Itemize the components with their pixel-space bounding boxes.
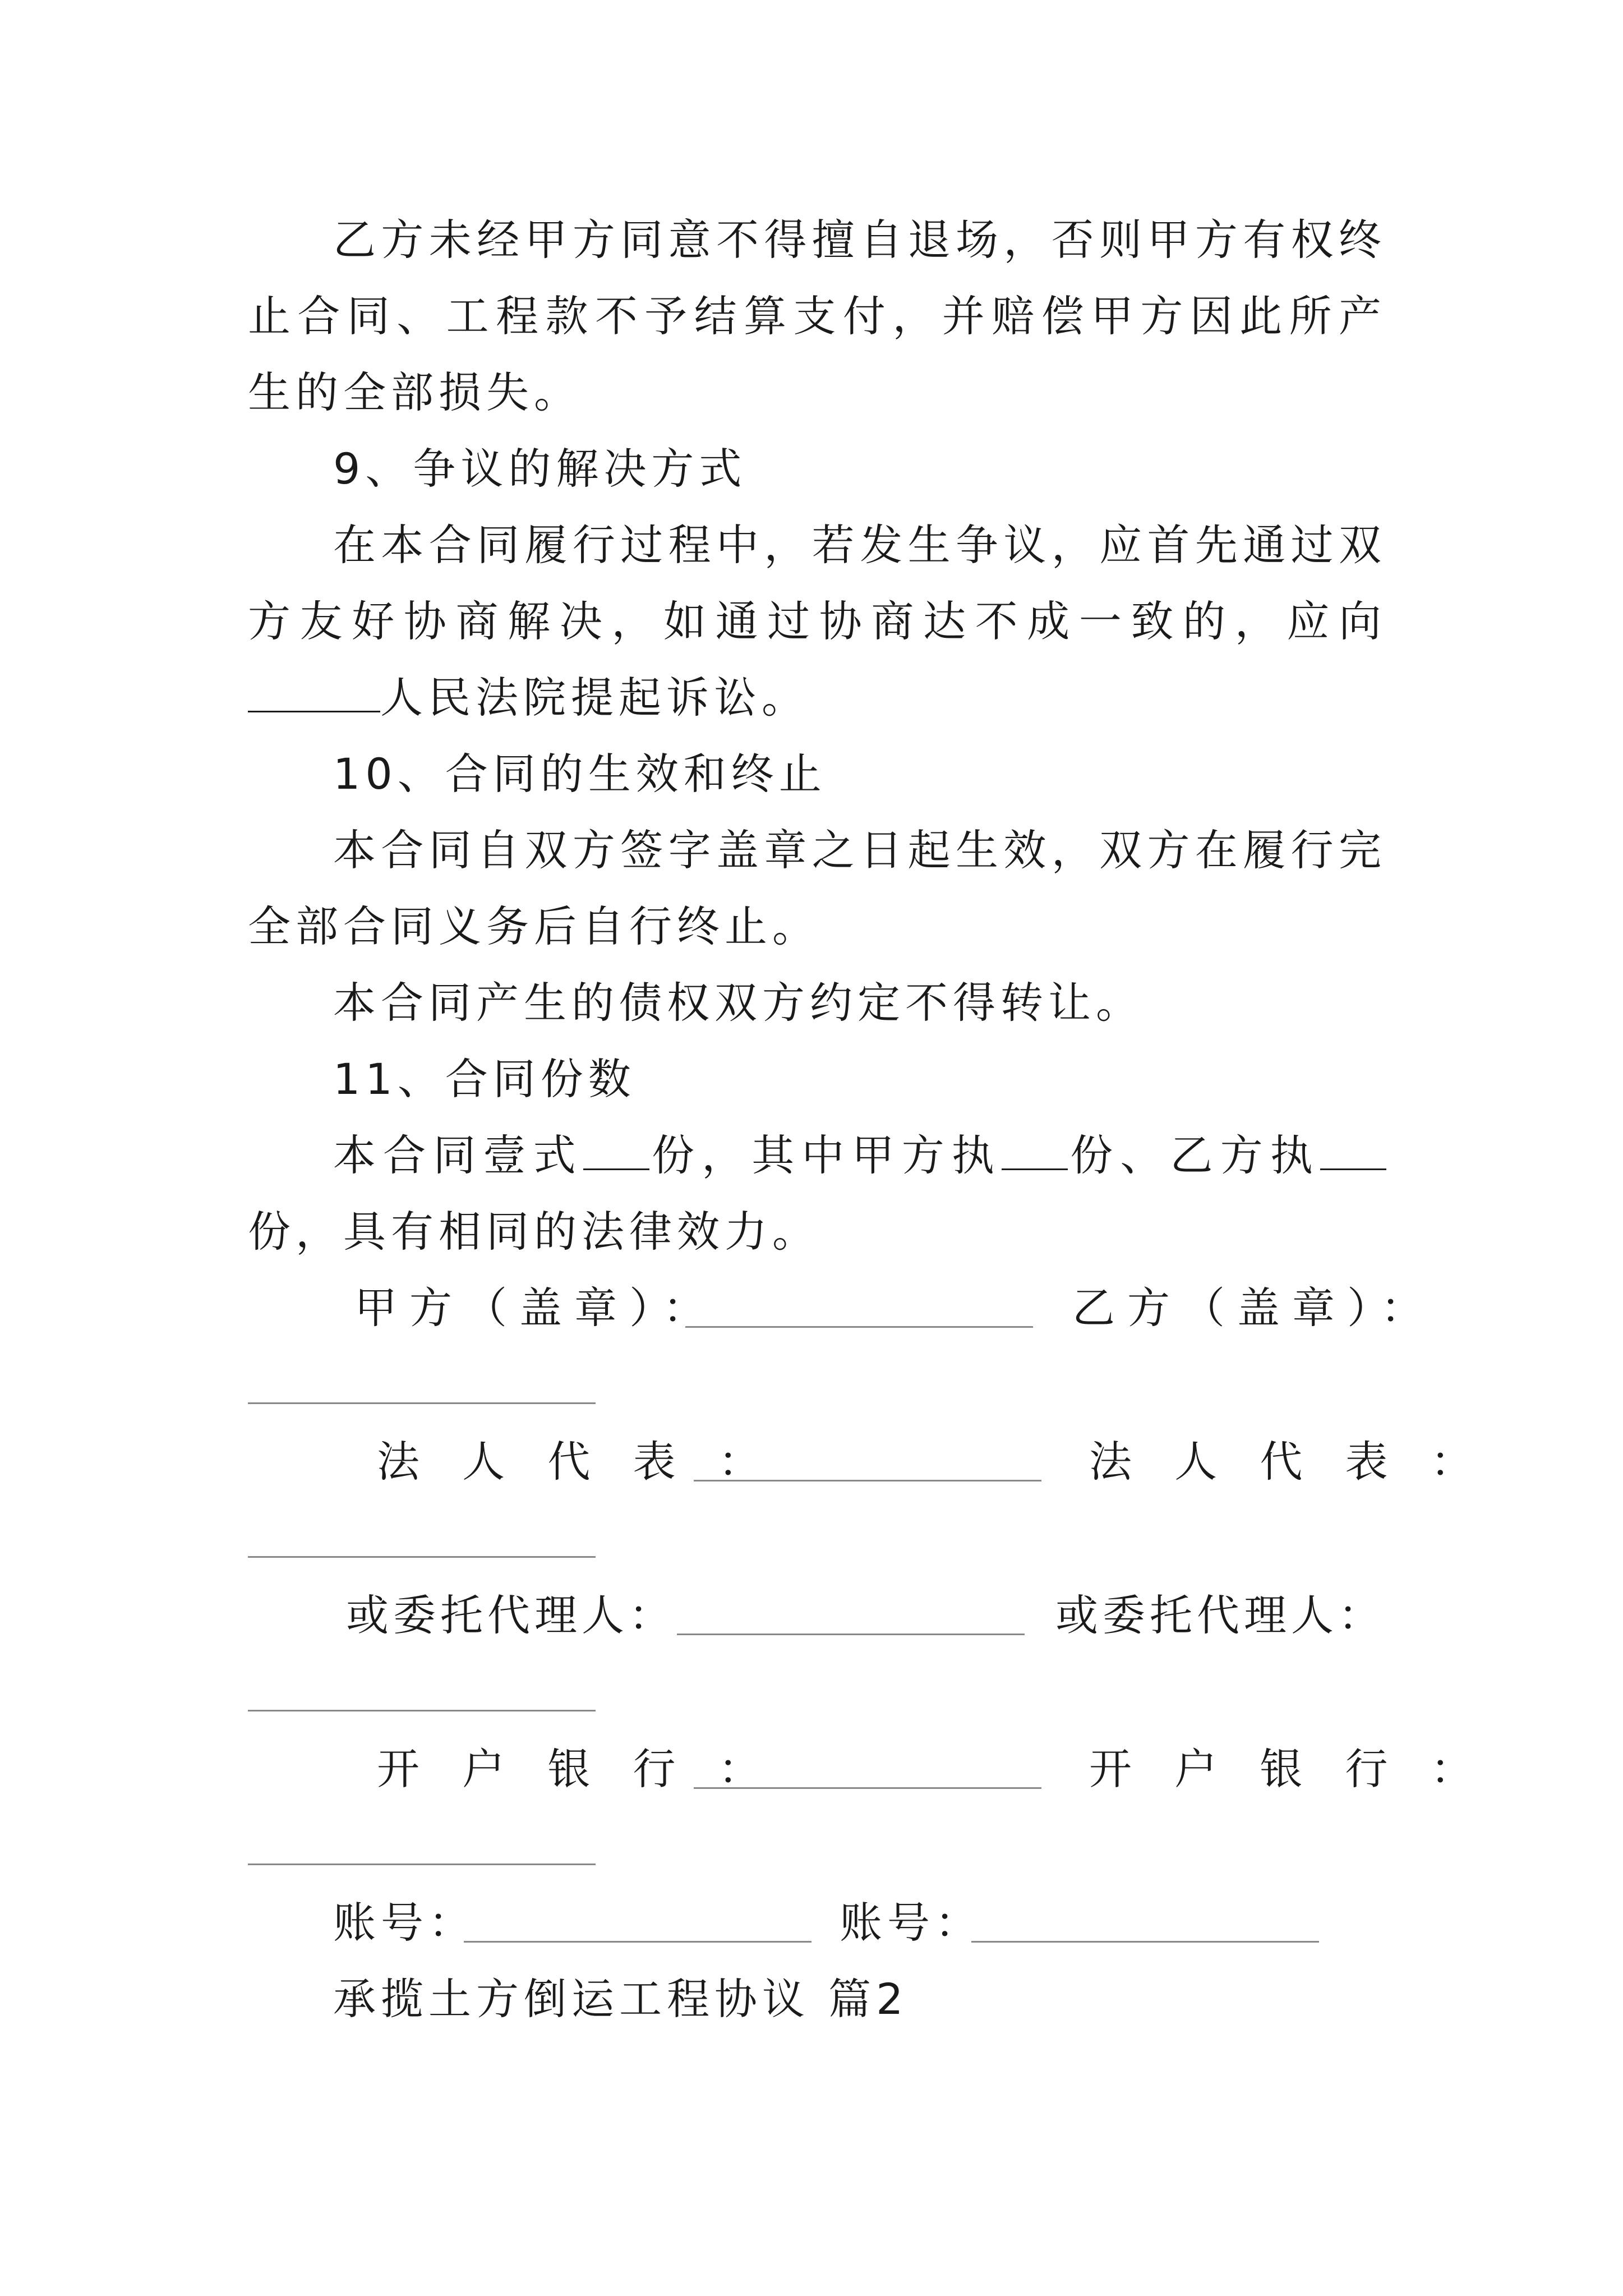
party-a-bank-label: 开 户 银 行 ： [377,1744,776,1794]
party-a-representative-line [694,1480,1041,1481]
party-b-seal-line [248,1402,596,1404]
clause-9-heading: 9、争议的解决方式 [333,444,747,494]
account-row [248,1885,1386,1961]
party-a-bank-line [694,1787,1041,1789]
party-b-representative-label: 法 人 代 表 ： [1089,1437,1488,1487]
party-a-seal-label: 甲方（盖章）： [354,1283,718,1333]
party-b-bank-line [248,1864,596,1865]
party-a-account-label: 账号： [333,1898,476,1948]
copies-text-4: 份，具有相同的法律效力。 [248,1207,820,1257]
total-copies-blank [583,1135,649,1170]
party-b-agent-line [248,1710,596,1711]
copies-text-1: 本合同壹式 [333,1130,583,1180]
signature-row-bank [248,1731,1488,1885]
party-b-representative-line [248,1556,596,1558]
signature-row-representative [248,1424,1488,1577]
clause-9-text [248,507,1386,736]
party-a-account-line [464,1941,811,1943]
party-a-seal-line [685,1326,1033,1328]
party-b-account-line [971,1941,1319,1943]
copies-text-2: 份，其中甲方执 [649,1130,1002,1180]
party-b-bank-label: 开 户 银 行 ： [1089,1744,1488,1794]
clause-9-text-part1: 在本合同履行过程中，若发生争议，应首先通过双方友好协商解决，如通过协商达不成一致的，应向 [248,520,1386,646]
party-a-agent-label: 或委托代理人： [346,1590,676,1640]
party-b-account-label: 账号： [840,1898,983,1948]
court-name-blank [248,677,380,712]
party-b-agent-label: 或委托代理人： [1055,1590,1385,1640]
clause-10-heading: 10、合同的生效和终止 [333,749,827,799]
party-a-copies-blank [1002,1135,1068,1170]
signature-row-agent [248,1577,1386,1731]
clause-10-text-1: 本合同自双方签字盖章之日起生效，双方在履行完全部合同义务后自行终止。 [248,825,1386,951]
signature-row-seal [248,1270,1436,1424]
party-b-copies-blank [1320,1135,1386,1170]
clause-11-heading: 11、合同份数 [333,1054,636,1104]
party-b-seal-label: 乙方（盖章）： [1072,1283,1436,1333]
clause-9-text-part2: 人民法院提起诉讼。 [380,673,809,723]
next-section-title: 承揽土方倒运工程协议 篇2 [333,1974,909,2024]
party-a-representative-label: 法 人 代 表 ： [377,1437,776,1487]
clause-11-text [248,1117,1386,1270]
document-body [248,202,1488,2037]
clause-8-text: 乙方未经甲方同意不得擅自退场，否则甲方有权终止合同、工程款不予结算支付，并赔偿甲方因此所产生的全部损失。 [248,215,1386,417]
copies-text-3: 份、乙方执 [1068,1130,1321,1180]
clause-10-text-2: 本合同产生的债权双方约定不得转让。 [333,978,1144,1028]
party-a-agent-line [677,1634,1025,1635]
